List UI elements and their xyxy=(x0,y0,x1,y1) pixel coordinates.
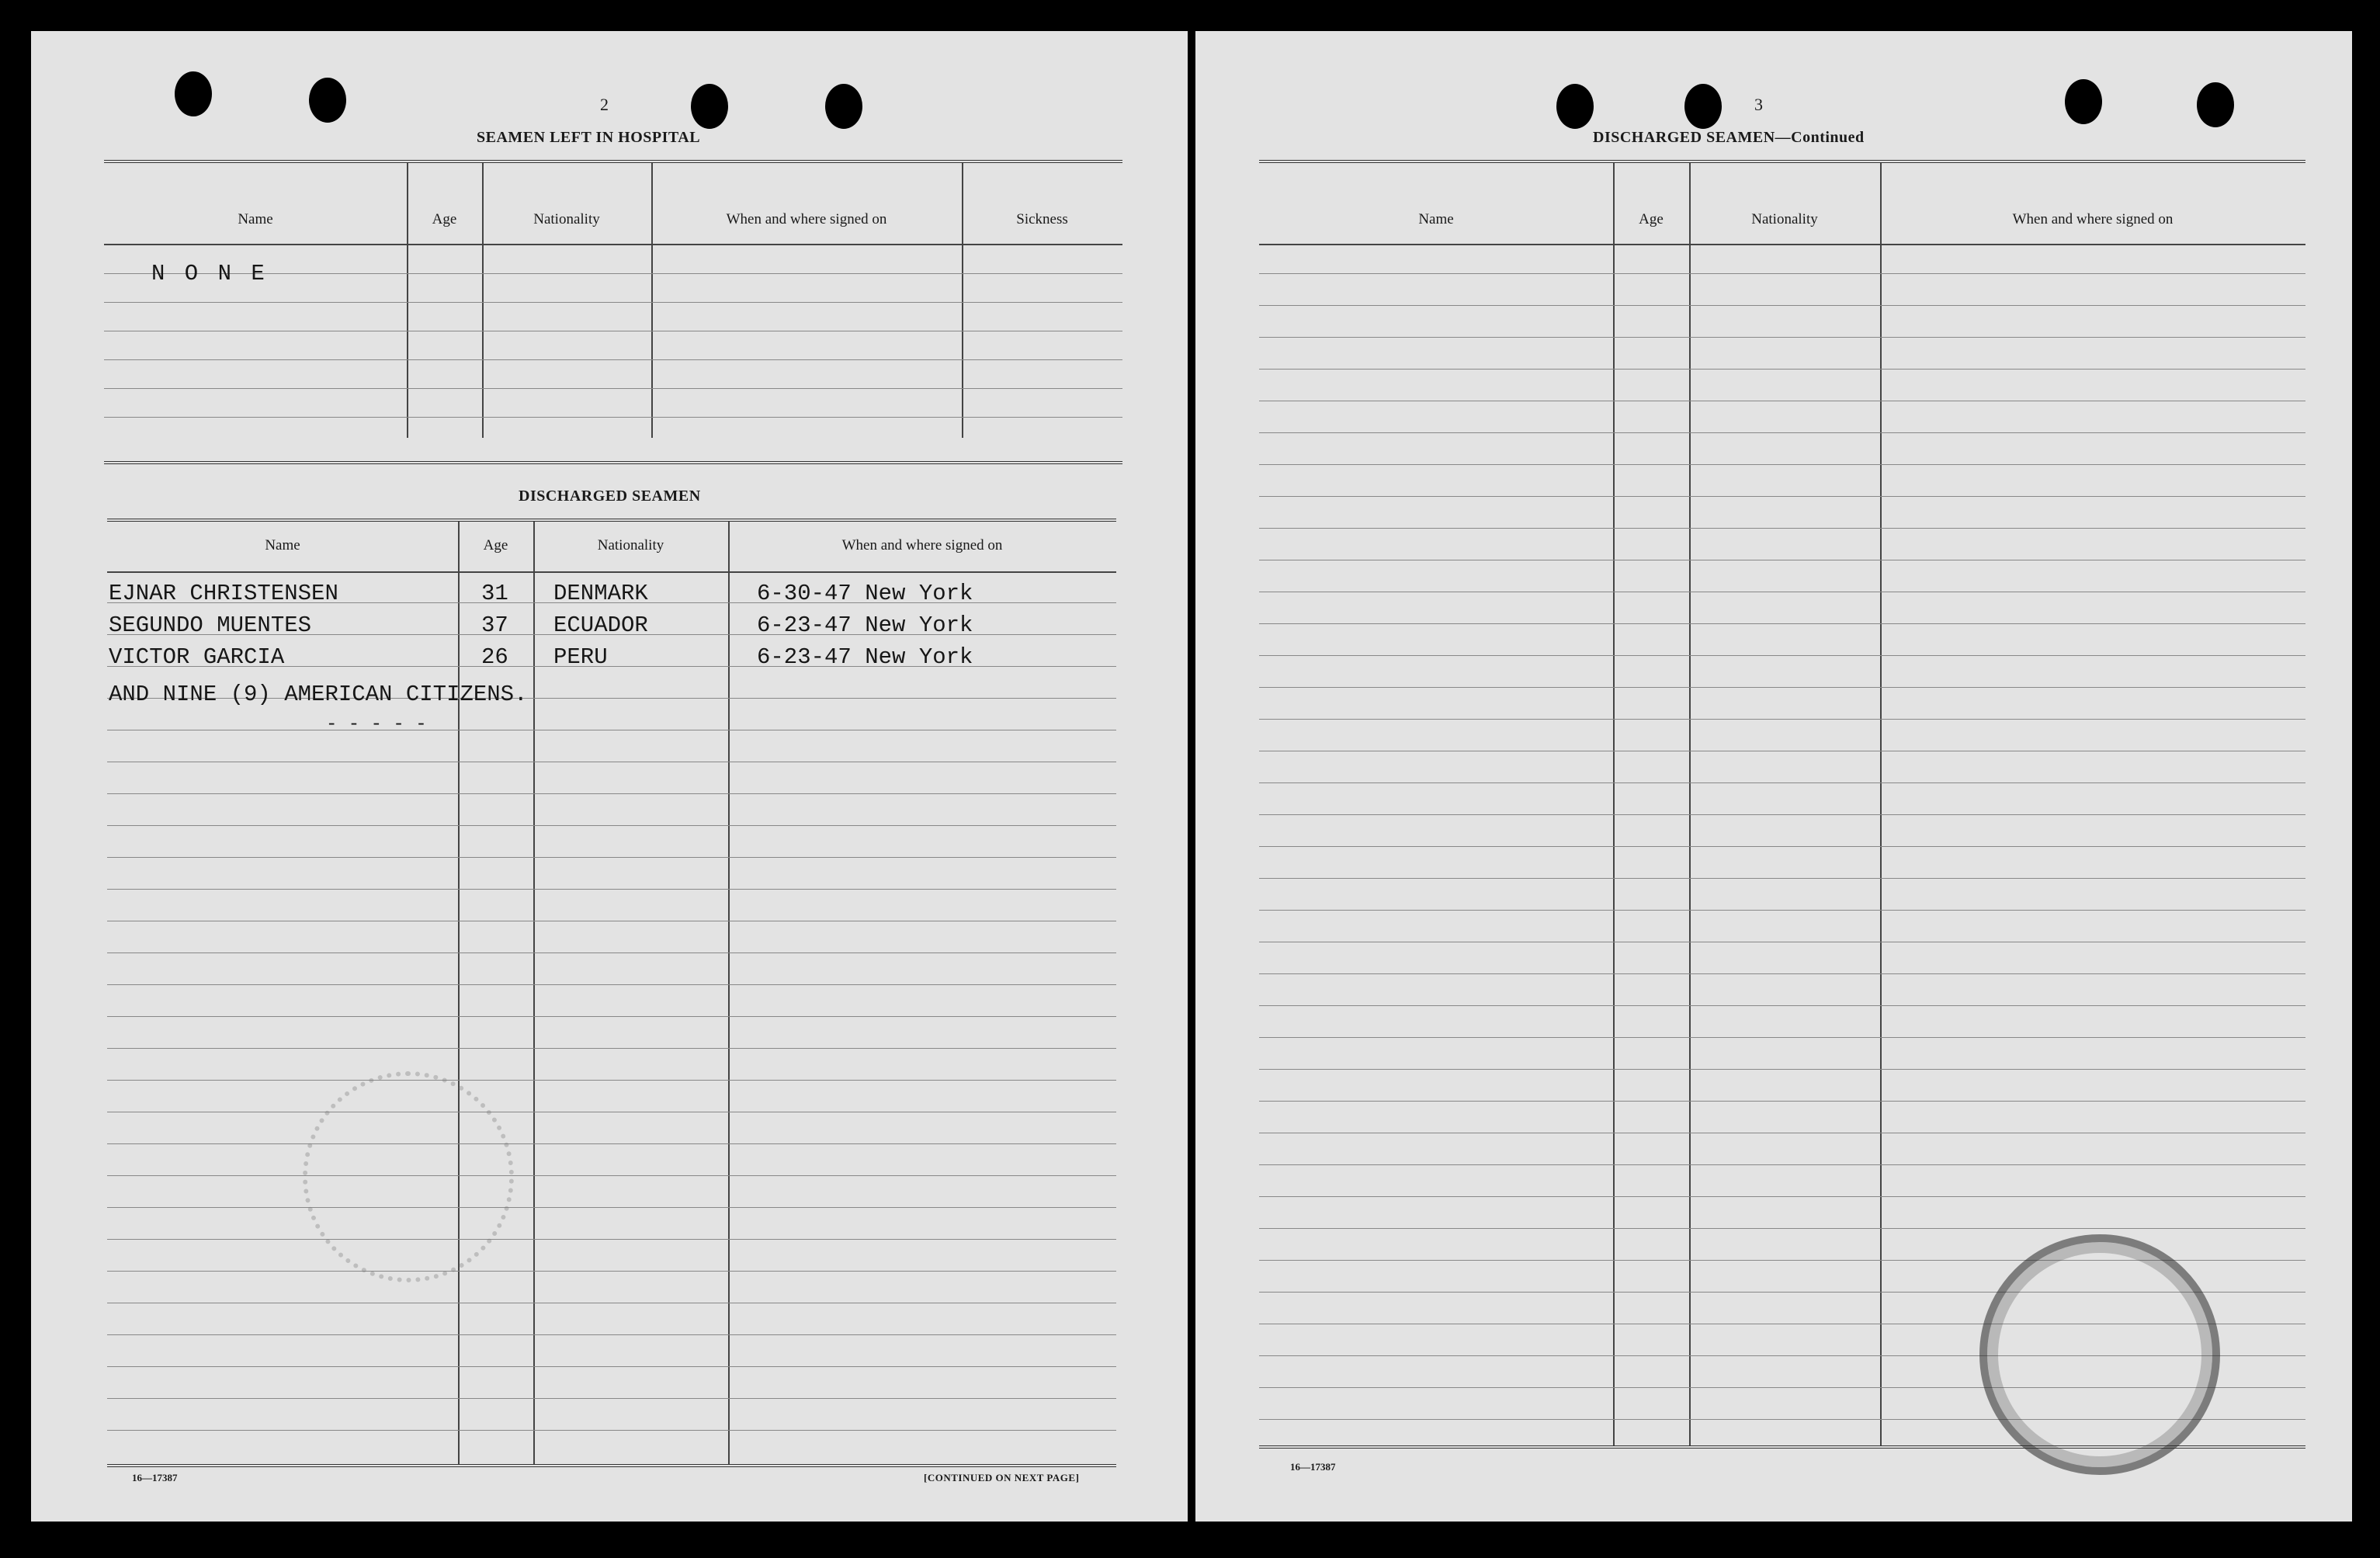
right-page xyxy=(1195,31,2352,1522)
ruled-line xyxy=(1259,432,2305,433)
dash-line: - - - - - xyxy=(326,714,427,735)
ruled-line xyxy=(1259,878,2305,879)
left-page xyxy=(31,31,1188,1522)
column-header: Name xyxy=(265,537,300,553)
ruled-line xyxy=(1259,1005,2305,1006)
continued-note: [CONTINUED ON NEXT PAGE] xyxy=(924,1472,1080,1483)
ruled-line xyxy=(104,388,1122,389)
seaman-age: 37 xyxy=(481,612,508,638)
ruled-line xyxy=(107,1366,1116,1367)
ruled-line xyxy=(1259,719,2305,720)
column-header: When and where signed on xyxy=(841,537,1003,553)
american-citizens-note: AND NINE (9) AMERICAN CITIZENS. xyxy=(109,682,528,707)
form-code: 16—17387 xyxy=(132,1472,178,1483)
ruled-line xyxy=(107,1334,1116,1335)
column-header: Nationality xyxy=(533,211,600,227)
ruled-line xyxy=(104,302,1122,303)
ruled-line xyxy=(1259,1069,2305,1070)
discharged-section-title: DISCHARGED SEAMEN xyxy=(519,488,701,505)
ruled-line xyxy=(1259,687,2305,688)
ruled-line xyxy=(107,1048,1116,1049)
column-header: Age xyxy=(432,211,457,227)
ruled-line xyxy=(107,984,1116,985)
ruled-line xyxy=(1259,973,2305,974)
ruled-line xyxy=(107,1207,1116,1208)
column-header: Nationality xyxy=(597,537,664,553)
column-header: Age xyxy=(483,537,508,553)
punch-hole xyxy=(1684,84,1722,129)
punch-hole xyxy=(309,78,346,123)
column-header: When and where signed on xyxy=(726,211,887,227)
punch-hole xyxy=(691,84,728,129)
ruled-line xyxy=(1259,273,2305,274)
ruled-line xyxy=(107,1398,1116,1399)
seaman-age: 31 xyxy=(481,581,508,606)
ruled-line xyxy=(107,1430,1116,1431)
page-number: 3 xyxy=(1754,95,1763,114)
column-header: When and where signed on xyxy=(2012,211,2174,227)
ruled-line xyxy=(1259,496,2305,497)
ruled-line xyxy=(1259,1164,2305,1165)
official-stamp xyxy=(1979,1234,2220,1475)
column-header: Sickness xyxy=(1016,211,1068,227)
ruled-line xyxy=(1259,655,2305,656)
ruled-line xyxy=(1259,782,2305,783)
ruled-line xyxy=(1259,1196,2305,1197)
column-header: Name xyxy=(1418,211,1454,227)
hospital-entry: N O N E xyxy=(151,261,268,286)
seaman-name: EJNAR CHRISTENSEN xyxy=(109,581,338,606)
punch-hole xyxy=(1556,84,1594,129)
seaman-nationality: DENMARK xyxy=(553,581,648,606)
ruled-line xyxy=(1259,910,2305,911)
seaman-signed-on: 6-30-47 New York xyxy=(757,581,973,606)
ruled-line xyxy=(107,952,1116,953)
ruled-line xyxy=(107,1143,1116,1144)
ruled-line xyxy=(104,359,1122,360)
ruled-line xyxy=(1259,464,2305,465)
faint-stamp xyxy=(303,1071,514,1282)
seaman-name: VICTOR GARCIA xyxy=(109,644,285,670)
column-header: Name xyxy=(238,211,273,227)
punch-hole xyxy=(2065,79,2102,124)
punch-hole xyxy=(825,84,862,129)
ruled-line xyxy=(1259,369,2305,370)
seaman-name: SEGUNDO MUENTES xyxy=(109,612,312,638)
ruled-line xyxy=(1259,528,2305,529)
seaman-age: 26 xyxy=(481,644,508,670)
form-code: 16—17387 xyxy=(1290,1461,1336,1473)
ruled-line xyxy=(1259,1228,2305,1229)
seaman-nationality: ECUADOR xyxy=(553,612,648,638)
hospital-table xyxy=(104,160,1122,472)
seaman-signed-on: 6-23-47 New York xyxy=(757,612,973,638)
column-header: Nationality xyxy=(1751,211,1818,227)
ruled-line xyxy=(107,1175,1116,1176)
ruled-line xyxy=(107,1271,1116,1272)
ruled-line xyxy=(1259,623,2305,624)
column-header: Age xyxy=(1639,211,1664,227)
page-number: 2 xyxy=(600,95,609,114)
ruled-line xyxy=(107,1239,1116,1240)
ruled-line xyxy=(1259,846,2305,847)
ruled-line xyxy=(1259,1037,2305,1038)
ruled-line xyxy=(107,1080,1116,1081)
punch-hole xyxy=(2197,82,2234,127)
seaman-nationality: PERU xyxy=(553,644,608,670)
ruled-line xyxy=(104,417,1122,418)
punch-hole xyxy=(175,71,212,116)
ruled-line xyxy=(107,1016,1116,1017)
discharged-continued-title: DISCHARGED SEAMEN—Continued xyxy=(1593,129,1865,146)
ruled-line xyxy=(1259,305,2305,306)
ruled-line xyxy=(1259,814,2305,815)
ruled-line xyxy=(1259,1101,2305,1102)
ruled-line xyxy=(107,825,1116,826)
hospital-section-title: SEAMEN LEFT IN HOSPITAL xyxy=(477,129,701,146)
ruled-line xyxy=(107,889,1116,890)
ruled-line xyxy=(107,857,1116,858)
ruled-line xyxy=(1259,337,2305,338)
ruled-line xyxy=(107,793,1116,794)
seaman-signed-on: 6-23-47 New York xyxy=(757,644,973,670)
